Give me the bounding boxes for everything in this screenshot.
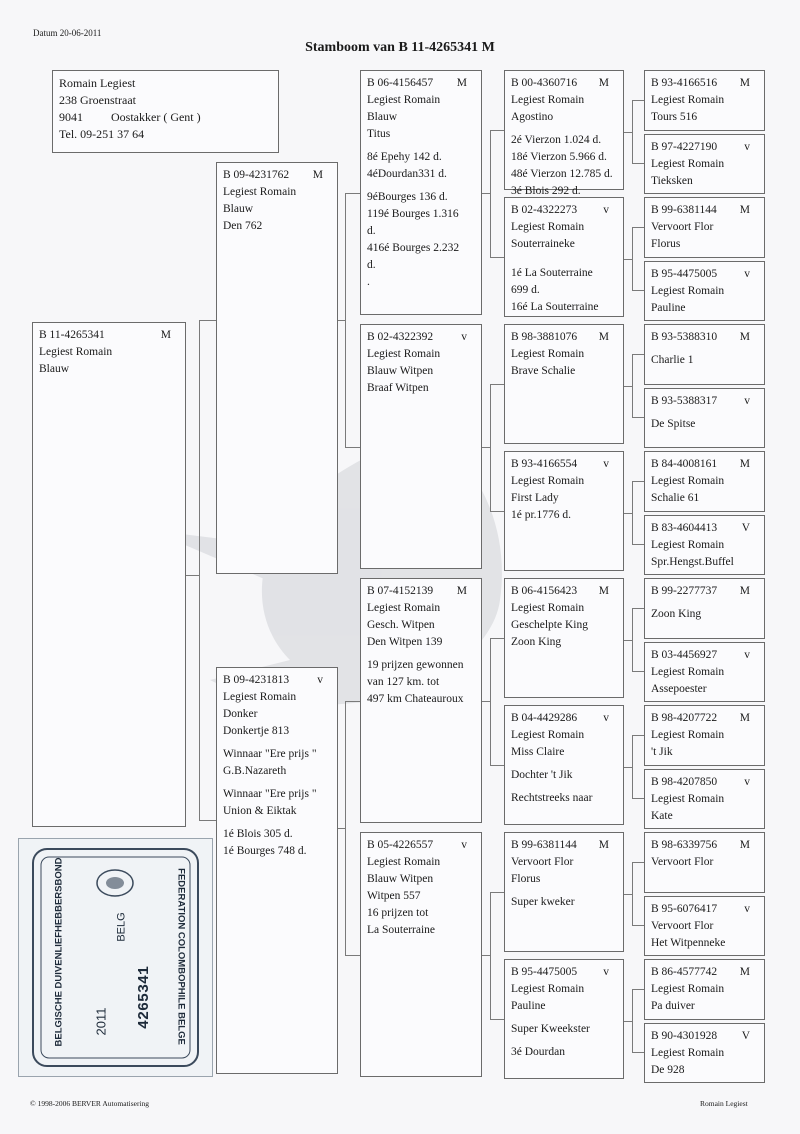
info-line: Legiest Romain bbox=[651, 665, 725, 678]
ring-number-row bbox=[651, 1028, 758, 1045]
ring-number: B 95-4475005 bbox=[511, 966, 578, 978]
sex-label: M bbox=[739, 585, 750, 597]
sex-label: v bbox=[603, 458, 609, 470]
info-line: 3é Dourdan bbox=[511, 1046, 565, 1058]
great-grandparent-card bbox=[504, 959, 624, 1079]
connector-line bbox=[632, 989, 644, 990]
info-line: 9éBourges 136 d. bbox=[367, 191, 448, 203]
great-great-grandparent-card bbox=[644, 896, 765, 957]
ring-number-row bbox=[651, 964, 758, 981]
great-grandparent-card bbox=[504, 451, 624, 571]
owner-city-line bbox=[59, 109, 272, 126]
ring-number-row bbox=[651, 520, 758, 537]
connector-line bbox=[632, 100, 633, 164]
sex-label: v bbox=[603, 204, 609, 216]
connector-line bbox=[624, 259, 632, 260]
info-line: Florus bbox=[651, 238, 681, 250]
connector-line bbox=[199, 320, 216, 321]
info-line: d. bbox=[367, 225, 376, 237]
sex-label: M bbox=[739, 331, 750, 343]
ring-number: B 11-4265341 bbox=[39, 329, 105, 341]
connector-line bbox=[624, 1021, 632, 1022]
sire-card bbox=[216, 162, 338, 574]
footer-copyright: © 1998-2006 BERVER Automatisering bbox=[30, 1099, 150, 1108]
info-line: Braaf Witpen bbox=[367, 382, 429, 394]
ring-number-row bbox=[39, 327, 179, 344]
info-line: Blauw Witpen bbox=[367, 873, 434, 885]
owner-city: Oostakker ( Gent ) bbox=[111, 110, 201, 124]
info-line: d. bbox=[367, 259, 376, 271]
ring-number-row bbox=[367, 583, 475, 600]
connector-line bbox=[490, 384, 491, 511]
info-line: Legiest Romain bbox=[367, 348, 441, 360]
connector-line bbox=[482, 955, 490, 956]
ring-number: B 99-6381144 bbox=[511, 839, 577, 851]
ring-number-row bbox=[223, 672, 331, 689]
connector-line bbox=[632, 481, 633, 545]
connector-line bbox=[338, 320, 345, 321]
connector-line bbox=[345, 193, 346, 447]
stamp-year: 2011 bbox=[93, 1007, 109, 1036]
ring-number: B 04-4429286 bbox=[511, 712, 578, 724]
info-line: 1é Blois 305 d. bbox=[223, 828, 293, 840]
sex-label: v bbox=[744, 140, 750, 153]
connector-line bbox=[490, 638, 491, 765]
info-line: La Souterraine bbox=[367, 924, 436, 936]
info-line: Witpen 557 bbox=[367, 890, 421, 902]
info-line: Zoon King bbox=[511, 636, 562, 648]
great-great-grandparent-card bbox=[644, 261, 765, 322]
grandparent-card bbox=[360, 832, 482, 1077]
ring-number: B 09-4231762 bbox=[223, 169, 290, 181]
sex-label: M bbox=[598, 839, 609, 851]
info-line: 8é Epehy 142 d. bbox=[367, 151, 442, 163]
stamp-number: 4265341 bbox=[136, 965, 154, 1030]
grandparent-card bbox=[360, 324, 482, 569]
connector-line bbox=[632, 671, 644, 672]
page-title: Stamboom van B 11-4265341 M bbox=[305, 40, 495, 55]
ring-number-row bbox=[651, 75, 758, 92]
info-line: Tours 516 bbox=[651, 111, 698, 123]
info-line: Legiest Romain bbox=[511, 983, 585, 995]
connector-line bbox=[632, 735, 633, 799]
info-line: Donkertje 813 bbox=[223, 725, 290, 737]
ring-number-row bbox=[651, 710, 758, 727]
connector-line bbox=[624, 386, 632, 387]
info-line: Legiest Romain bbox=[39, 346, 113, 358]
info-line: 't Jik bbox=[651, 746, 673, 758]
info-line: Legiest Romain bbox=[367, 94, 441, 106]
info-line: Rechtstreeks naar bbox=[511, 792, 593, 804]
connector-line bbox=[632, 544, 644, 545]
owner-street: 238 Groenstraat bbox=[59, 93, 136, 107]
ring-number: B 05-4226557 bbox=[367, 839, 434, 851]
info-line: Super Kweekster bbox=[511, 1023, 590, 1035]
info-line: Vervoort Flor bbox=[651, 919, 714, 932]
info-line: 497 km Chateauroux bbox=[367, 693, 464, 705]
info-line: Legiest Romain bbox=[223, 186, 297, 198]
info-line: Blauw bbox=[223, 203, 254, 215]
great-great-grandparent-card bbox=[644, 515, 765, 576]
info-line: 48é Vierzon 12.785 d. bbox=[511, 168, 613, 180]
sex-label: v bbox=[603, 712, 609, 724]
info-line: 4éDourdan331 d. bbox=[367, 168, 447, 180]
ring-number-row bbox=[651, 329, 758, 346]
ring-number-row bbox=[651, 202, 758, 219]
info-line: 699 d. bbox=[511, 284, 540, 296]
great-great-grandparent-card bbox=[644, 1023, 765, 1084]
ring-number-row bbox=[651, 901, 758, 918]
ring-number-row bbox=[367, 75, 475, 92]
info-line: Den 762 bbox=[223, 220, 263, 232]
sex-label: M bbox=[598, 585, 609, 597]
ring-number: B 02-4322392 bbox=[367, 331, 434, 343]
ring-number: B 84-4008161 bbox=[651, 458, 718, 470]
great-great-grandparent-card bbox=[644, 451, 765, 512]
stamp-left-text: BELGISCHE DUIVENLIEFHEBBERSBOND bbox=[53, 857, 65, 1047]
connector-line bbox=[632, 925, 644, 926]
stamp-country: BELG bbox=[115, 912, 128, 942]
info-line: Legiest Romain bbox=[651, 983, 725, 995]
info-line: Legiest Romain bbox=[511, 94, 585, 106]
info-line: Assepoester bbox=[651, 682, 707, 695]
ring-number-row bbox=[651, 774, 758, 791]
great-grandparent-card bbox=[504, 578, 624, 698]
connector-line bbox=[345, 447, 360, 448]
connector-line bbox=[482, 701, 490, 702]
connector-line bbox=[632, 1052, 644, 1053]
info-line: Union & Eiktak bbox=[223, 805, 297, 817]
ring-number-row bbox=[651, 139, 758, 156]
ring-number-row bbox=[511, 710, 617, 727]
info-line: Spr.Hengst.Buffel bbox=[651, 555, 734, 568]
info-line: Legiest Romain bbox=[651, 284, 725, 297]
info-line: Legiest Romain bbox=[511, 475, 585, 487]
connector-line bbox=[490, 257, 504, 258]
connector-line bbox=[632, 354, 633, 418]
connector-line bbox=[345, 955, 360, 956]
sex-label: M bbox=[456, 77, 467, 89]
connector-line bbox=[345, 701, 346, 955]
connector-line bbox=[632, 608, 633, 672]
ring-number: B 98-6339756 bbox=[651, 839, 718, 851]
info-line: 119é Bourges 1.316 bbox=[367, 208, 459, 220]
dam-card bbox=[216, 667, 338, 1074]
connector-line bbox=[199, 820, 216, 821]
great-grandparent-card bbox=[504, 705, 624, 825]
ring-number: B 93-4166516 bbox=[651, 77, 718, 89]
info-line: Donker bbox=[223, 708, 258, 720]
stamp-right-text: FEDERATION COLOMBOPHILE BELGE bbox=[175, 868, 187, 1045]
info-line: van 127 km. tot bbox=[367, 676, 440, 688]
sex-label: v bbox=[461, 839, 467, 851]
connector-line bbox=[490, 1019, 504, 1020]
grandparent-card bbox=[360, 578, 482, 823]
info-line: De Spitse bbox=[651, 417, 696, 430]
great-great-grandparent-card bbox=[644, 959, 765, 1020]
great-great-grandparent-card bbox=[644, 324, 765, 385]
info-line: Brave Schalie bbox=[511, 365, 576, 377]
sex-label: V bbox=[741, 521, 750, 534]
owner-card bbox=[52, 70, 279, 153]
ring-number-row bbox=[223, 167, 331, 184]
connector-line bbox=[624, 894, 632, 895]
connector-line bbox=[490, 892, 504, 893]
great-great-grandparent-card bbox=[644, 832, 765, 893]
owner-postcode: 9041 bbox=[59, 110, 83, 124]
connector-line bbox=[632, 862, 633, 926]
info-line: Legiest Romain bbox=[367, 602, 441, 614]
sex-label: M bbox=[739, 712, 750, 724]
great-great-grandparent-card bbox=[644, 642, 765, 703]
info-line: Vervoort Flor bbox=[511, 856, 574, 868]
sex-label: M bbox=[739, 458, 750, 470]
ring-number-row bbox=[511, 329, 617, 346]
connector-line bbox=[632, 798, 644, 799]
sex-label: M bbox=[598, 77, 609, 89]
connector-line bbox=[490, 130, 504, 131]
ring-number-row bbox=[511, 964, 617, 981]
info-line: Kate bbox=[651, 809, 673, 822]
great-great-grandparent-card bbox=[644, 705, 765, 766]
sex-label: M bbox=[739, 966, 750, 978]
info-line: Agostino bbox=[511, 111, 554, 123]
info-line: Vervoort Flor bbox=[651, 221, 714, 233]
great-grandparent-card bbox=[504, 197, 624, 317]
info-line: 2é Vierzon 1.024 d. bbox=[511, 134, 602, 146]
ring-number: B 95-6076417 bbox=[651, 902, 718, 915]
info-line: Pauline bbox=[511, 1000, 546, 1012]
ring-number: B 03-4456927 bbox=[651, 648, 718, 661]
ring-number-row bbox=[651, 583, 758, 600]
connector-line bbox=[482, 447, 490, 448]
info-line: Blauw Witpen bbox=[367, 365, 434, 377]
info-line: First Lady bbox=[511, 492, 559, 504]
connector-line bbox=[490, 130, 491, 257]
info-line: 16 prijzen tot bbox=[367, 907, 429, 919]
info-line: Legiest Romain bbox=[511, 729, 585, 741]
ring-number: B 90-4301928 bbox=[651, 1029, 718, 1042]
great-great-grandparent-card bbox=[644, 388, 765, 449]
sex-label: M bbox=[312, 169, 323, 181]
grandparent-card bbox=[360, 70, 482, 315]
ring-number: B 00-4360716 bbox=[511, 77, 578, 89]
info-line: 3é Blois 292 d. bbox=[511, 185, 581, 197]
info-line: Blauw bbox=[367, 111, 398, 123]
ring-number: B 95-4475005 bbox=[651, 267, 718, 280]
ring-number: B 06-4156423 bbox=[511, 585, 578, 597]
connector-line bbox=[624, 767, 632, 768]
connector-line bbox=[345, 701, 360, 702]
info-line: Winnaar "Ere prijs " bbox=[223, 748, 317, 760]
info-line: Charlie 1 bbox=[651, 354, 694, 366]
info-line: Titus bbox=[367, 128, 391, 140]
info-line: 1é pr.1776 d. bbox=[511, 509, 572, 521]
info-line: Legiest Romain bbox=[511, 348, 585, 360]
great-great-grandparent-card bbox=[644, 578, 765, 639]
ring-number-row bbox=[367, 837, 475, 854]
sex-label: M bbox=[739, 839, 750, 851]
owner-phone: Tel. 09-251 37 64 bbox=[59, 127, 145, 141]
info-line: Winnaar "Ere prijs " bbox=[223, 788, 317, 800]
sex-label: M bbox=[160, 329, 171, 341]
connector-line bbox=[490, 511, 504, 512]
info-line: Schalie 61 bbox=[651, 492, 700, 504]
sex-label: v bbox=[744, 394, 750, 407]
footer-name: Romain Legiest bbox=[700, 1099, 748, 1108]
ring-number-row bbox=[511, 75, 617, 92]
connector-line bbox=[632, 608, 644, 609]
info-line: Souterraineke bbox=[511, 238, 575, 250]
info-line: Het Witpenneke bbox=[651, 936, 726, 949]
connector-line bbox=[624, 132, 632, 133]
info-line: Legiest Romain bbox=[651, 94, 725, 106]
connector-line bbox=[624, 640, 632, 641]
connector-line bbox=[632, 735, 644, 736]
connector-line bbox=[482, 193, 490, 194]
sex-label: M bbox=[456, 585, 467, 597]
ring-number: B 97-4227190 bbox=[651, 140, 718, 153]
ring-number: B 93-5388310 bbox=[651, 331, 718, 343]
info-line: Legiest Romain bbox=[651, 538, 725, 551]
ring-number: B 98-4207850 bbox=[651, 775, 718, 788]
connector-line bbox=[632, 227, 633, 291]
info-line: Florus bbox=[511, 873, 541, 885]
ring-number-row bbox=[651, 647, 758, 664]
info-line: Legiest Romain bbox=[651, 475, 725, 487]
sex-label: v bbox=[744, 775, 750, 788]
info-line: 16é La Souterraine bbox=[511, 301, 599, 313]
ring-number: B 99-6381144 bbox=[651, 204, 717, 216]
connector-line bbox=[199, 320, 200, 820]
ring-number: B 06-4156457 bbox=[367, 77, 434, 89]
info-line: . bbox=[367, 276, 370, 288]
great-great-grandparent-card bbox=[644, 769, 765, 830]
connector-line bbox=[632, 481, 644, 482]
info-line: G.B.Nazareth bbox=[223, 765, 287, 777]
ring-number-row bbox=[651, 456, 758, 473]
ring-number-row bbox=[651, 266, 758, 283]
ring-number: B 09-4231813 bbox=[223, 674, 290, 686]
connector-line bbox=[186, 575, 199, 576]
info-line: Den Witpen 139 bbox=[367, 636, 443, 648]
ring-number-row bbox=[511, 837, 617, 854]
info-line: Zoon King bbox=[651, 608, 702, 620]
info-line: Legiest Romain bbox=[651, 157, 725, 170]
info-line: 1é Bourges 748 d. bbox=[223, 845, 307, 857]
info-line: Gesch. Witpen bbox=[367, 619, 435, 631]
great-grandparent-card bbox=[504, 70, 624, 197]
ring-number: B 98-3881076 bbox=[511, 331, 578, 343]
connector-line bbox=[632, 417, 644, 418]
ring-number-row bbox=[651, 393, 758, 410]
great-great-grandparent-card bbox=[644, 197, 765, 258]
info-line: Legiest Romain bbox=[651, 1046, 725, 1059]
sex-label: v bbox=[744, 267, 750, 280]
info-line: Miss Claire bbox=[511, 746, 565, 758]
info-line: De 928 bbox=[651, 1063, 685, 1076]
ring-number-row bbox=[511, 583, 617, 600]
info-line: 416é Bourges 2.232 bbox=[367, 242, 460, 254]
connector-line bbox=[632, 227, 644, 228]
info-line: Pa duiver bbox=[651, 1000, 695, 1012]
info-line: 19 prijzen gewonnen bbox=[367, 659, 464, 671]
great-grandparent-card bbox=[504, 324, 624, 444]
ring-number-row bbox=[511, 456, 617, 473]
info-line: Legiest Romain bbox=[651, 729, 725, 741]
sex-label: v bbox=[603, 966, 609, 978]
sex-label: M bbox=[739, 77, 750, 89]
info-line: Legiest Romain bbox=[223, 691, 297, 703]
sex-label: v bbox=[744, 648, 750, 661]
connector-line bbox=[490, 892, 491, 1019]
sex-label: v bbox=[317, 674, 323, 686]
ring-number: B 02-4322273 bbox=[511, 204, 578, 216]
connector-line bbox=[490, 384, 504, 385]
great-great-grandparent-card bbox=[644, 70, 765, 131]
ring-number: B 07-4152139 bbox=[367, 585, 434, 597]
sex-label: M bbox=[739, 204, 750, 216]
great-grandparent-card bbox=[504, 832, 624, 952]
ring-number: B 86-4577742 bbox=[651, 966, 718, 978]
info-line: Geschelpte King bbox=[511, 619, 588, 631]
sex-label: v bbox=[744, 902, 750, 915]
connector-line bbox=[490, 765, 504, 766]
ring-number-row bbox=[367, 329, 475, 346]
info-line: Legiest Romain bbox=[651, 792, 725, 805]
info-line: 18é Vierzon 5.966 d. bbox=[511, 151, 607, 163]
sex-label: V bbox=[741, 1029, 750, 1042]
connector-line bbox=[345, 193, 360, 194]
info-line: Dochter 't Jik bbox=[511, 769, 573, 781]
print-date: Datum 20-06-2011 bbox=[33, 28, 102, 38]
info-line: 1é La Souterraine bbox=[511, 267, 593, 279]
ring-card-stamp bbox=[18, 838, 213, 1077]
connector-line bbox=[632, 100, 644, 101]
subject-bird-card bbox=[32, 322, 186, 827]
connector-line bbox=[338, 828, 345, 829]
ring-number-row bbox=[651, 837, 758, 854]
ring-number-row bbox=[511, 202, 617, 219]
connector-line bbox=[490, 638, 504, 639]
sex-label: M bbox=[598, 331, 609, 343]
info-line: Legiest Romain bbox=[511, 602, 585, 614]
ring-number: B 93-4166554 bbox=[511, 458, 578, 470]
info-line: Legiest Romain bbox=[511, 221, 585, 233]
info-line: Legiest Romain bbox=[367, 856, 441, 868]
ring-number: B 93-5388317 bbox=[651, 394, 718, 407]
great-great-grandparent-card bbox=[644, 134, 765, 195]
ring-number: B 83-4604413 bbox=[651, 521, 718, 534]
connector-line bbox=[632, 989, 633, 1053]
ring-number: B 99-2277737 bbox=[651, 585, 718, 597]
connector-line bbox=[632, 354, 644, 355]
ring-number: B 98-4207722 bbox=[651, 712, 718, 724]
info-line: Pauline bbox=[651, 301, 686, 314]
connector-line bbox=[632, 862, 644, 863]
connector-line bbox=[632, 163, 644, 164]
owner-name: Romain Legiest bbox=[59, 76, 136, 90]
connector-line bbox=[632, 290, 644, 291]
info-line: Super kweker bbox=[511, 896, 575, 908]
sex-label: v bbox=[461, 331, 467, 343]
info-line: Tieksken bbox=[651, 174, 693, 187]
info-line: Vervoort Flor bbox=[651, 856, 714, 868]
info-line: Blauw bbox=[39, 363, 70, 375]
connector-line bbox=[624, 513, 632, 514]
